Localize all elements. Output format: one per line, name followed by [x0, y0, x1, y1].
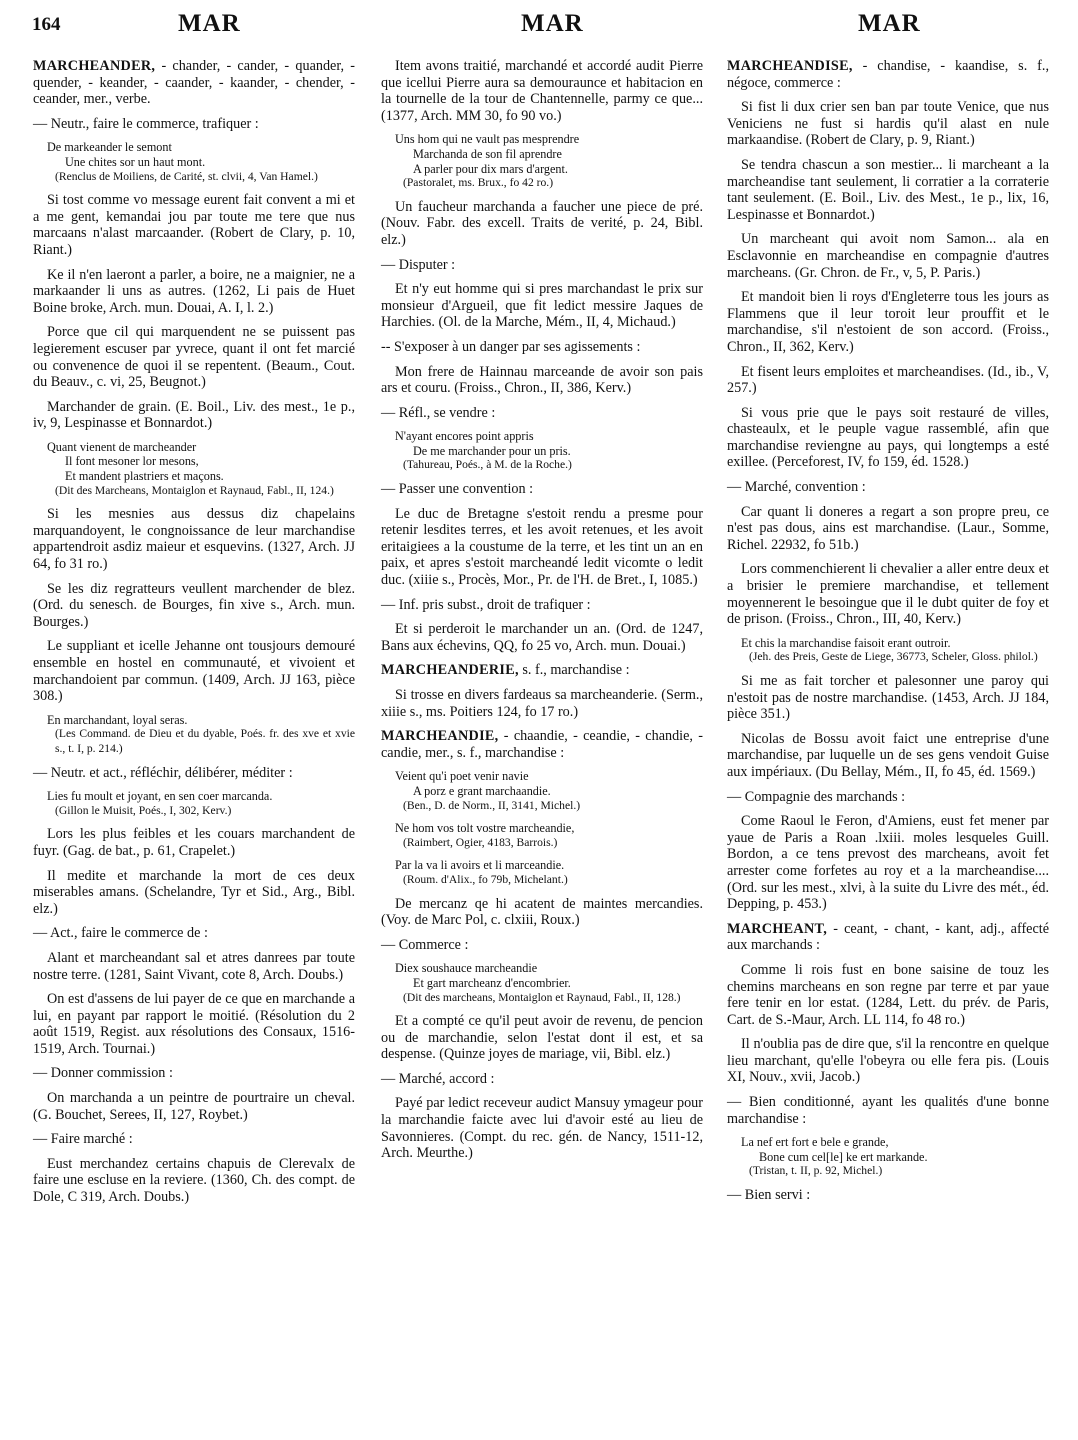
quotation-source: (Raimbert, Ogier, 4183, Barrois.) — [403, 835, 558, 849]
citation-paragraph: Item avons traitié, marchandé et accordé audit Pierre que icellui Pierre aura sa demouraunce et habitacion en la tournelle de la tour de Chantennelle, parmy ce que... (1377, Arch. MM 30, fo 90 vo.) — [381, 58, 703, 124]
verse-line: A porz e grant marchaandie. — [413, 783, 551, 798]
entry-headword: MARCHEANDERIE, — [381, 662, 519, 679]
column-right — [727, 58, 1049, 1212]
dictionary-entry — [381, 662, 703, 679]
verse-line: De markeander le semont — [47, 140, 172, 155]
quotation-source: (Pastoralet, ms. Brux., fo 42 ro.) — [403, 176, 554, 190]
citation-paragraph: Marchander de grain. (E. Boil., Liv. des mest., 1e p., iv, 9, Lespinasse et Bonnardot.) — [33, 398, 355, 432]
sense-heading: — Réfl., se vendre : — [381, 404, 496, 421]
quotation-source: (Jeh. des Preis, Geste de Liege, 36773, Scheler, Gloss. philol.) — [749, 650, 1038, 664]
citation-paragraph: Il medite et marchande la mort de ces deux miserables amans. (Schelandre, Tyr et Sid., Arg., Bibl. elz.) — [33, 867, 355, 917]
column-left — [33, 58, 355, 1214]
citation-paragraph: Le suppliant et icelle Jehanne ont tousjours demouré ensemble en hostel en communauté, et vivoient et marchandoient par commun. (1409, Arch. JJ 163, pièce 308.) — [33, 638, 355, 705]
citation-paragraph: Nicolas de Bossu avoit faict une entreprise d'une marchandise, par luquelle un de ses gens vendoit Guise aux impériaux. (Du Bellay, Mém., II, fo 45, éd. 1569.) — [727, 730, 1049, 780]
dictionary-entry — [727, 58, 1049, 91]
citation-paragraph: De mercanz qe hi acatent de maintes mercandies. (Voy. de Marc Pol, c. clxiii, Roux.) — [381, 895, 703, 929]
quotation-source: (Tahureau, Poés., à M. de la Roche.) — [403, 458, 572, 472]
citation-paragraph: Alant et marcheandant sal et atres danrees par toute nostre terre. (1281, Saint Vivant, cote 8, Arch. Doubs.) — [33, 949, 355, 983]
dictionary-entry — [33, 58, 355, 108]
sense-heading: — Bien conditionné, ayant les qualités d'une bonne marchandise : — [727, 1094, 1049, 1127]
verse-line: Par la va li avoirs et li marceandie. — [395, 858, 565, 873]
entry-headword: MARCHEANDISE, — [727, 58, 853, 74]
verse-line: Et chis la marchandise faisoit erant outroir. — [741, 635, 951, 650]
dictionary-entry — [727, 921, 1049, 954]
citation-paragraph: Come Raoul le Feron, d'Amiens, eust fet mener par yaue de Paris a Roan .lxiii. moles lesqueles Guill. Bordon, a ce tens prevost des marcheans, avoit fet arrester come forfetes au roy et a la marcheandise.... (Ord. sur les mest., xlvi, à la suite du Livre des mét., éd. Depping, p. 453.) — [727, 813, 1049, 913]
citation-paragraph: Si me as fait torcher et palesonner une paroy qui n'estoit pas de nostre marchandise. (1453, Arch. JJ 184, pièce 351.) — [727, 673, 1049, 723]
verse-line: En marchandant, loyal seras. — [47, 712, 188, 727]
sense-heading: — Faire marché : — [33, 1131, 133, 1148]
citation-paragraph: Comme li rois fust en bone saisine de touz les chemins marcheans en son regne par terre et par yaue fere tenir en lor estat. (1284, Lett. du prév. de Paris, Cart. de S.-Maur, Arch. LL 114, fo 48 ro.) — [727, 961, 1049, 1028]
entry-headword: MARCHEANDER, — [33, 58, 156, 74]
verse-line: De me marchander pour un pris. — [413, 443, 571, 458]
citation-paragraph: Si les mesnies aus dessus diz chapelains marquandoyent, le congnoissance de leur marchandise appartendroit asdiz maieur et esquevins. (1327, Arch. JJ 64, fo 31 ro.) — [33, 506, 355, 573]
verse-quotation — [33, 140, 355, 184]
running-head-center: MAR — [521, 10, 584, 37]
citation-paragraph: Et mandoit bien li roys d'Engleterre tous les jours as Flammens que il leur toroit leur prouffit et le marchandise, s'il n'estoient de son accord. (Froiss., Chron., II, 362, Kerv.) — [727, 289, 1049, 355]
entry-headword: MARCHEANT, — [727, 920, 828, 937]
verse-line: Et gart marcheanz d'encombrier. — [413, 975, 571, 990]
verse-quotation — [381, 858, 703, 887]
verse-line: Diex soushauce marcheandie — [395, 961, 538, 976]
verse-quotation — [381, 132, 703, 190]
sense-heading: — Neutr. et act., réfléchir, délibérer, méditer : — [33, 764, 293, 781]
sense-heading: — Commerce : — [381, 936, 469, 953]
verse-quotation — [33, 789, 355, 818]
citation-paragraph: Et fisent leurs emploites et marcheandises. (Id., ib., V, 257.) — [727, 363, 1049, 397]
verse-line: Bone cum cel[le] ke ert markande. — [759, 1149, 928, 1164]
verse-line: Ne hom vos tolt vostre marcheandie, — [395, 821, 575, 836]
citation-paragraph: Lors les plus feibles et les couars marchandent de fuyr. (Gag. de bat., p. 61, Crapelet.) — [33, 826, 355, 859]
verse-line: A parler pour dix mars d'argent. — [413, 161, 568, 176]
quotation-source: (Les Command. de Dieu et du dyable, Poés. fr. des xve et xvie s., t. I, p. 214.) — [55, 727, 355, 755]
citation-paragraph: Et a compté ce qu'il peut avoir de revenu, de pencion ou de marchandie, selon l'estat dont il est, et sa despense. (Quinze joyes de mariage, vii, Bibl. elz.) — [381, 1013, 703, 1063]
quotation-source: (Dit des marcheans, Montaiglon et Raynaud, Fabl., II, 128.) — [403, 990, 681, 1004]
citation-paragraph: Un marcheant qui avoit nom Samon... ala en Esclavonnie en marcheandise en compagnie d'autres marcheans. (Gr. Chron. de Fr., v, 5, P. Paris.) — [727, 231, 1049, 281]
citation-paragraph: Si fist li dux crier sen ban par toute Venice, que nus Veniciens ne fust si hardis qu'il alast en nule markaandise. (Robert de Clary, p. 9, Riant.) — [727, 99, 1049, 149]
entry-definition: - chandise, - kaandise, s. f., négoce, commerce : — [727, 58, 1049, 91]
citation-paragraph: Il n'oublia pas de dire que, s'il la rencontre en quelque lieu marchant, qu'elle l'obeyra ou elle fera pis. (Louis XI, Nouv., xvii, Jacob.) — [727, 1036, 1049, 1086]
citation-paragraph: Mon frere de Hainnau marceande de avoir son pais ars et couru. (Froiss., Chron., II, 386, Kerv.) — [381, 363, 703, 397]
verse-quotation — [33, 440, 355, 498]
sense-heading: — Donner commission : — [33, 1065, 173, 1082]
citation-paragraph: Et n'y eut homme qui si pres marchandast le prix sur monsieur d'Argueil, que fit ledict messire Jaques de Harchies. (Ol. de la Marche, Mém., II, 4, Michaud.) — [381, 281, 703, 331]
verse-quotation — [727, 636, 1049, 665]
sense-heading: — Compagnie des marchands : — [727, 788, 906, 805]
citation-paragraph: Le duc de Bretagne s'estoit rendu a presme pour retenir lesdites terres, et les avoit retenues, et les avoit eritaigiees a la coustume de la terre, et les tint un an en paix, et apres s'estoit marcheandé ledit vicomte o ledit duc. (xiiie s., Procès, Mor., Pr. de l'H. de Bret., I, 1085.) — [381, 505, 703, 589]
quotation-source: (Ben., D. de Norm., II, 3141, Michel.) — [403, 798, 581, 812]
citation-paragraph: Payé par ledict receveur audict Mansuy ymageur pour la marchandie faicte avec lui d'avoir esté au lieu de Savonnieres. (Compt. du rec. gén. de Nancy, 1511-12, Arch. Meurthe.) — [381, 1095, 703, 1162]
sense-heading: — Inf. pris subst., droit de trafiquer : — [381, 596, 591, 613]
page-number: 164 — [32, 14, 61, 35]
verse-line: Veient qu'i poet venir navie — [395, 769, 529, 784]
citation-paragraph: Un faucheur marchanda a faucher une piece de pré. (Nouv. Fabr. des excell. Traits de verité, p. 24, Bibl. elz.) — [381, 198, 703, 248]
citation-paragraph: Car quant li doneres a regart a son propre preu, ce n'est pas dous, ains est marchandise. (Laur., Somme, Richel. 22932, fo 51b.) — [727, 503, 1049, 553]
citation-paragraph: On est d'assens de lui payer de ce que en marchande a lui, en payant par rapport le moitié. (Résolution du 2 août 1519, Regist. aux résolutions des Consaux, 1516-1519, Arch. Tournai.) — [33, 991, 355, 1057]
citation-paragraph: Lors commenchierent li chevalier a aller entre deux et a brisier le premiere marchandise, et tellement moyennerent le besoingue que il le dubt quiter de foy et de prison. (Froiss., Chron., III, 40, Kerv.) — [727, 561, 1049, 628]
sense-heading: — Neutr., faire le commerce, trafiquer : — [33, 115, 259, 132]
citation-paragraph: Si vous prie que le pays soit restauré de villes, chasteaulx, et le peuple vague rassemblé, afin que marchandise reviengne au pays, qui longtemps a esté exillee. (Perceforest, IV, fo 159, éd. 1528.) — [727, 404, 1049, 471]
citation-paragraph: Ke il n'en laeront a parler, a boire, ne a maignier, ne a markaander li uns as autres. (1262, Li pais de Huet Boine broke, Arch. mun. Douai, A. I, l. 2.) — [33, 266, 355, 316]
verse-line: Marchanda de son fil aprendre — [413, 146, 562, 161]
citation-paragraph: Si trosse en divers fardeaus sa marcheanderie. (Serm., xiiie s., ms. Poitiers 124, fo 17 ro.) — [381, 687, 703, 720]
entry-definition: s. f., marchandise : — [518, 662, 630, 679]
sense-heading: -- S'exposer à un danger par ses agissements : — [381, 338, 641, 355]
quotation-source: (Renclus de Moiliens, de Carité, st. clvii, 4, Van Hamel.) — [55, 169, 318, 183]
column-center — [381, 58, 703, 1170]
entry-definition: - ceant, - chant, - kant, adj., affecté aux marchands : — [727, 920, 1049, 954]
verse-line: Quant vienent de marcheander — [47, 439, 197, 454]
citation-paragraph: Eust merchandez certains chapuis de Clerevalx de faire une escluse en la reviere. (1360, Ch. des compt. de Dole, C 319, Arch. Doubs.) — [33, 1155, 355, 1206]
sense-heading: — Marché, accord : — [381, 1070, 495, 1087]
citation-paragraph: On marchanda a un peintre de pourtraire un cheval. (G. Bouchet, Serees, II, 127, Roybet.) — [33, 1090, 355, 1123]
entry-definition: - chander, - cander, - quander, - quender, - keander, - caander, - kaander, - chender, - ceander, mer., verbe. — [33, 58, 355, 108]
citation-paragraph: Si tost comme vo message eurent fait convent a mi et a me gent, kemandai jou par toute me tere que nus marcaans n'alast marcaander. (Robert de Clary, p. 10, Riant.) — [33, 192, 355, 258]
verse-quotation — [381, 821, 703, 850]
entry-definition: - chaandie, - ceandie, - chandie, - candie, mer., s. f., marchandise : — [381, 728, 703, 761]
quotation-source: (Tristan, t. II, p. 92, Michel.) — [749, 1164, 883, 1178]
sense-heading: — Marché, convention : — [727, 479, 866, 496]
verse-line: Il font mesoner lor mesons, — [65, 454, 199, 469]
sense-heading: — Bien servi : — [727, 1187, 811, 1204]
sense-heading: — Passer une convention : — [381, 481, 534, 498]
dictionary-entry — [381, 728, 703, 761]
verse-line: Et mandent plastriers et maçons. — [65, 469, 224, 484]
running-head-right: MAR — [858, 10, 921, 37]
verse-line: La nef ert fort e bele e grande, — [741, 1135, 889, 1150]
page-header — [0, 8, 1078, 42]
sense-heading: — Disputer : — [381, 256, 456, 273]
verse-quotation — [727, 1135, 1049, 1179]
verse-quotation — [33, 713, 355, 757]
verse-line: Lies fu moult et joyant, en sen coer marcanda. — [47, 789, 273, 804]
running-head-left: MAR — [178, 10, 241, 37]
entry-headword: MARCHEANDIE, — [381, 728, 499, 745]
quotation-source: (Dit des Marcheans, Montaiglon et Raynaud, Fabl., II, 124.) — [55, 483, 334, 497]
verse-quotation — [381, 961, 703, 1005]
citation-paragraph: Porce que cil qui marquendent ne se puissent pas legierement escuser par yvrece, quant il ont fet marcié ou convenence de quoi il se repentent. (Beaum., Cout. du Beauv., c. vi, 25, Beugnot.) — [33, 324, 355, 391]
quotation-source: (Gillon le Muisit, Poés., I, 302, Kerv.) — [55, 803, 232, 817]
sense-heading: — Act., faire le commerce de : — [33, 925, 208, 942]
citation-paragraph: Se tendra chascun a son mestier... li marcheant a la marcheandise tant seulement, li corratier a la corraterie tant seulement. (E. Boil., Liv. des Mest., 1e p., lix, 16, Lespinasse et Bonnardot.) — [727, 156, 1049, 223]
quotation-source: (Roum. d'Alix., fo 79b, Michelant.) — [403, 872, 568, 886]
citation-paragraph: Et si perderoit le marchander un an. (Ord. de 1247, Bans aux échevins, QQ, fo 25 vo, Arch. mun. Douai.) — [381, 621, 703, 654]
verse-line: N'ayant encores point appris — [395, 429, 534, 444]
verse-line: Uns hom qui ne vault pas mesprendre — [395, 132, 580, 147]
citation-paragraph: Se les diz regratteurs veullent marchender de blez. (Ord. du senesch. de Bourges, fin xive s., Arch. mun. Bourges.) — [33, 580, 355, 630]
verse-quotation — [381, 429, 703, 473]
verse-quotation — [381, 769, 703, 813]
verse-line: Une chites sor un haut mont. — [65, 154, 206, 169]
